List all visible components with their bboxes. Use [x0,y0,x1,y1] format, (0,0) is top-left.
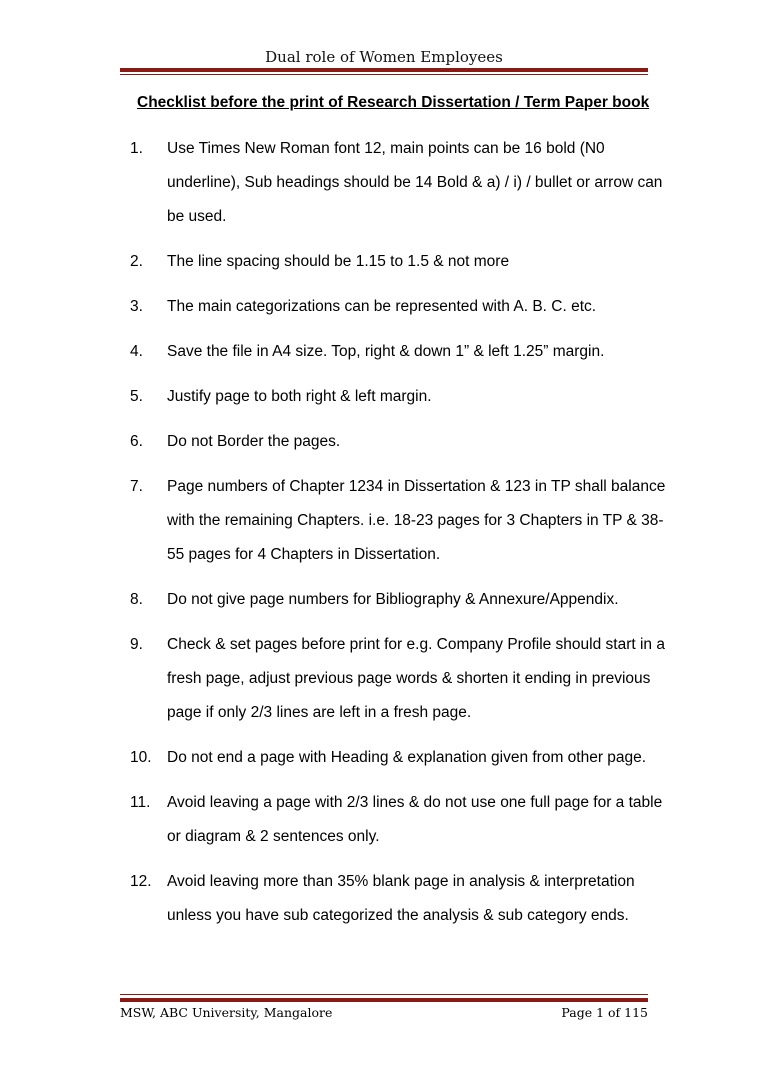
item-number: 10. [130,749,152,766]
item-text: Use Times New Roman font 12, main points can be 16 bold (N0 underline), Sub headings should be 14 Bold & a) / i) / bullet or arrow can be used. [167,140,663,225]
checklist [130,132,670,944]
item-number: 2. [130,253,143,270]
item-number: 12. [130,873,152,890]
footer-rule-thick [120,998,648,1002]
checklist-heading: Checklist before the print of Research Dissertation / Term Paper book [137,94,650,111]
item-text: The line spacing should be 1.15 to 1.5 & not more [167,253,510,270]
item-text: Save the file in A4 size. Top, right & down 1” & left 1.25” margin. [167,343,605,360]
list-item [130,425,670,459]
list-item [130,583,670,617]
list-item [130,380,670,414]
item-number: 8. [130,591,143,608]
list-item [130,335,670,369]
item-number: 1. [130,140,143,157]
item-text: Justify page to both right & left margin. [167,388,432,405]
item-text: The main categorizations can be represented with A. B. C. etc. [167,298,597,315]
list-item [130,245,670,279]
item-number: 6. [130,433,143,450]
list-item [130,865,670,933]
footer-rule-thin [120,994,648,995]
item-number: 9. [130,636,143,653]
footer-institution: MSW, ABC University, Mangalore [120,1005,333,1020]
item-number: 7. [130,478,143,495]
list-item [130,628,670,730]
item-number: 11. [130,794,151,811]
item-text: Do not give page numbers for Bibliography & Annexure/Appendix. [167,591,619,608]
item-number: 3. [130,298,143,315]
header-rule-thick [120,68,648,72]
item-text: Do not Border the pages. [167,433,341,450]
item-text: Avoid leaving a page with 2/3 lines & do not use one full page for a table or diagram & 2 sentences only. [167,794,663,845]
item-number: 5. [130,388,143,405]
list-item [130,290,670,324]
list-item [130,741,670,775]
item-text: Page numbers of Chapter 1234 in Dissertation & 123 in TP shall balance with the remaining Chapters. i.e. 18-23 pages for 3 Chapters in TP & 38-55 pages for 4 Chapters in Dissertation. [167,478,666,563]
list-item [130,470,670,572]
item-text: Check & set pages before print for e.g. Company Profile should start in a fresh page, adjust previous page words & shorten it ending in previous page if only 2/3 lines are left in a fresh page. [167,636,665,721]
header-rule-thin [120,74,648,75]
item-text: Avoid leaving more than 35% blank page in analysis & interpretation unless you have sub categorized the analysis & sub category ends. [167,873,635,924]
list-item [130,786,670,854]
header-title: Dual role of Women Employees [265,48,503,66]
item-text: Do not end a page with Heading & explanation given from other page. [167,749,647,766]
item-number: 4. [130,343,143,360]
list-item [130,132,670,234]
footer-page-number: Page 1 of 115 [561,1005,648,1020]
